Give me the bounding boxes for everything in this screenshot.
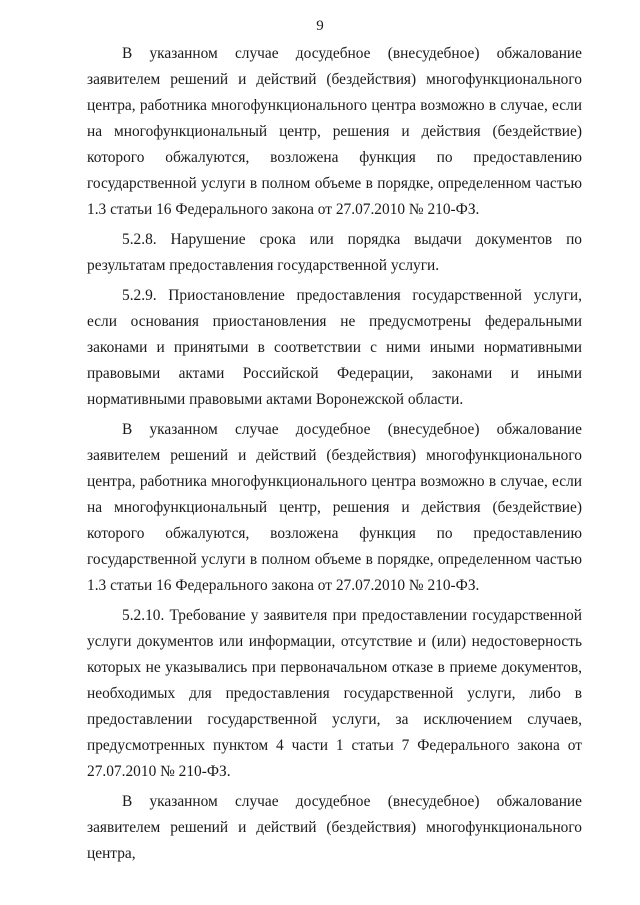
paragraph-mfc-appeal-2: В указанном случае досудебное (внесудебное) обжалование заявителем решений и действий (бездействия) многофункционального центра, работника многофункционального центра возможно в случае, если на многофункциональный центр, решения и действия (бездействие) которого обжалуются, возложена функция по предоставлению государственной услуги в полном объеме в порядке, определенном частью 1.3 статьи 16 Федерального закона от 27.07.2010 № 210-ФЗ. xyxy=(87,421,582,594)
paragraph-5-2-10: 5.2.10. Требование у заявителя при предоставлении государственной услуги документов или информации, отсутствие и (или) недостоверность которых не указывались при первоначальном отказе в приеме документов, необходимых для предоставления государственной услуги, либо в предоставлении государственной услуги, за исключением случаев, предусмотренных пунктом 4 части 1 статьи 7 Федерального закона от 27.07.2010 № 210-ФЗ. xyxy=(87,607,582,780)
paragraph-mfc-appeal-3: В указанном случае досудебное (внесудебное) обжалование заявителем решений и действий (бездействия) многофункционального центра, xyxy=(87,793,582,862)
paragraph-5-2-8: 5.2.8. Нарушение срока или порядка выдачи документов по результатам предоставления государственной услуги. xyxy=(87,231,582,274)
document-body xyxy=(87,41,582,867)
paragraph-5-2-9: 5.2.9. Приостановление предоставления государственной услуги, если основания приостановления не предусмотрены федеральными законами и принятыми в соответствии с ними иными нормативными правовыми актами Российской Федерации, законами и иными нормативными правовыми актами Воронежской области. xyxy=(87,287,582,408)
paragraph-mfc-appeal-1: В указанном случае досудебное (внесудебное) обжалование заявителем решений и действий (бездействия) многофункционального центра, работника многофункционального центра возможно в случае, если на многофункциональный центр, решения и действия (бездействие) которого обжалуются, возложена функция по предоставлению государственной услуги в полном объеме в порядке, определенном частью 1.3 статьи 16 Федерального закона от 27.07.2010 № 210-ФЗ. xyxy=(87,45,582,218)
page-number: 9 xyxy=(316,18,324,34)
